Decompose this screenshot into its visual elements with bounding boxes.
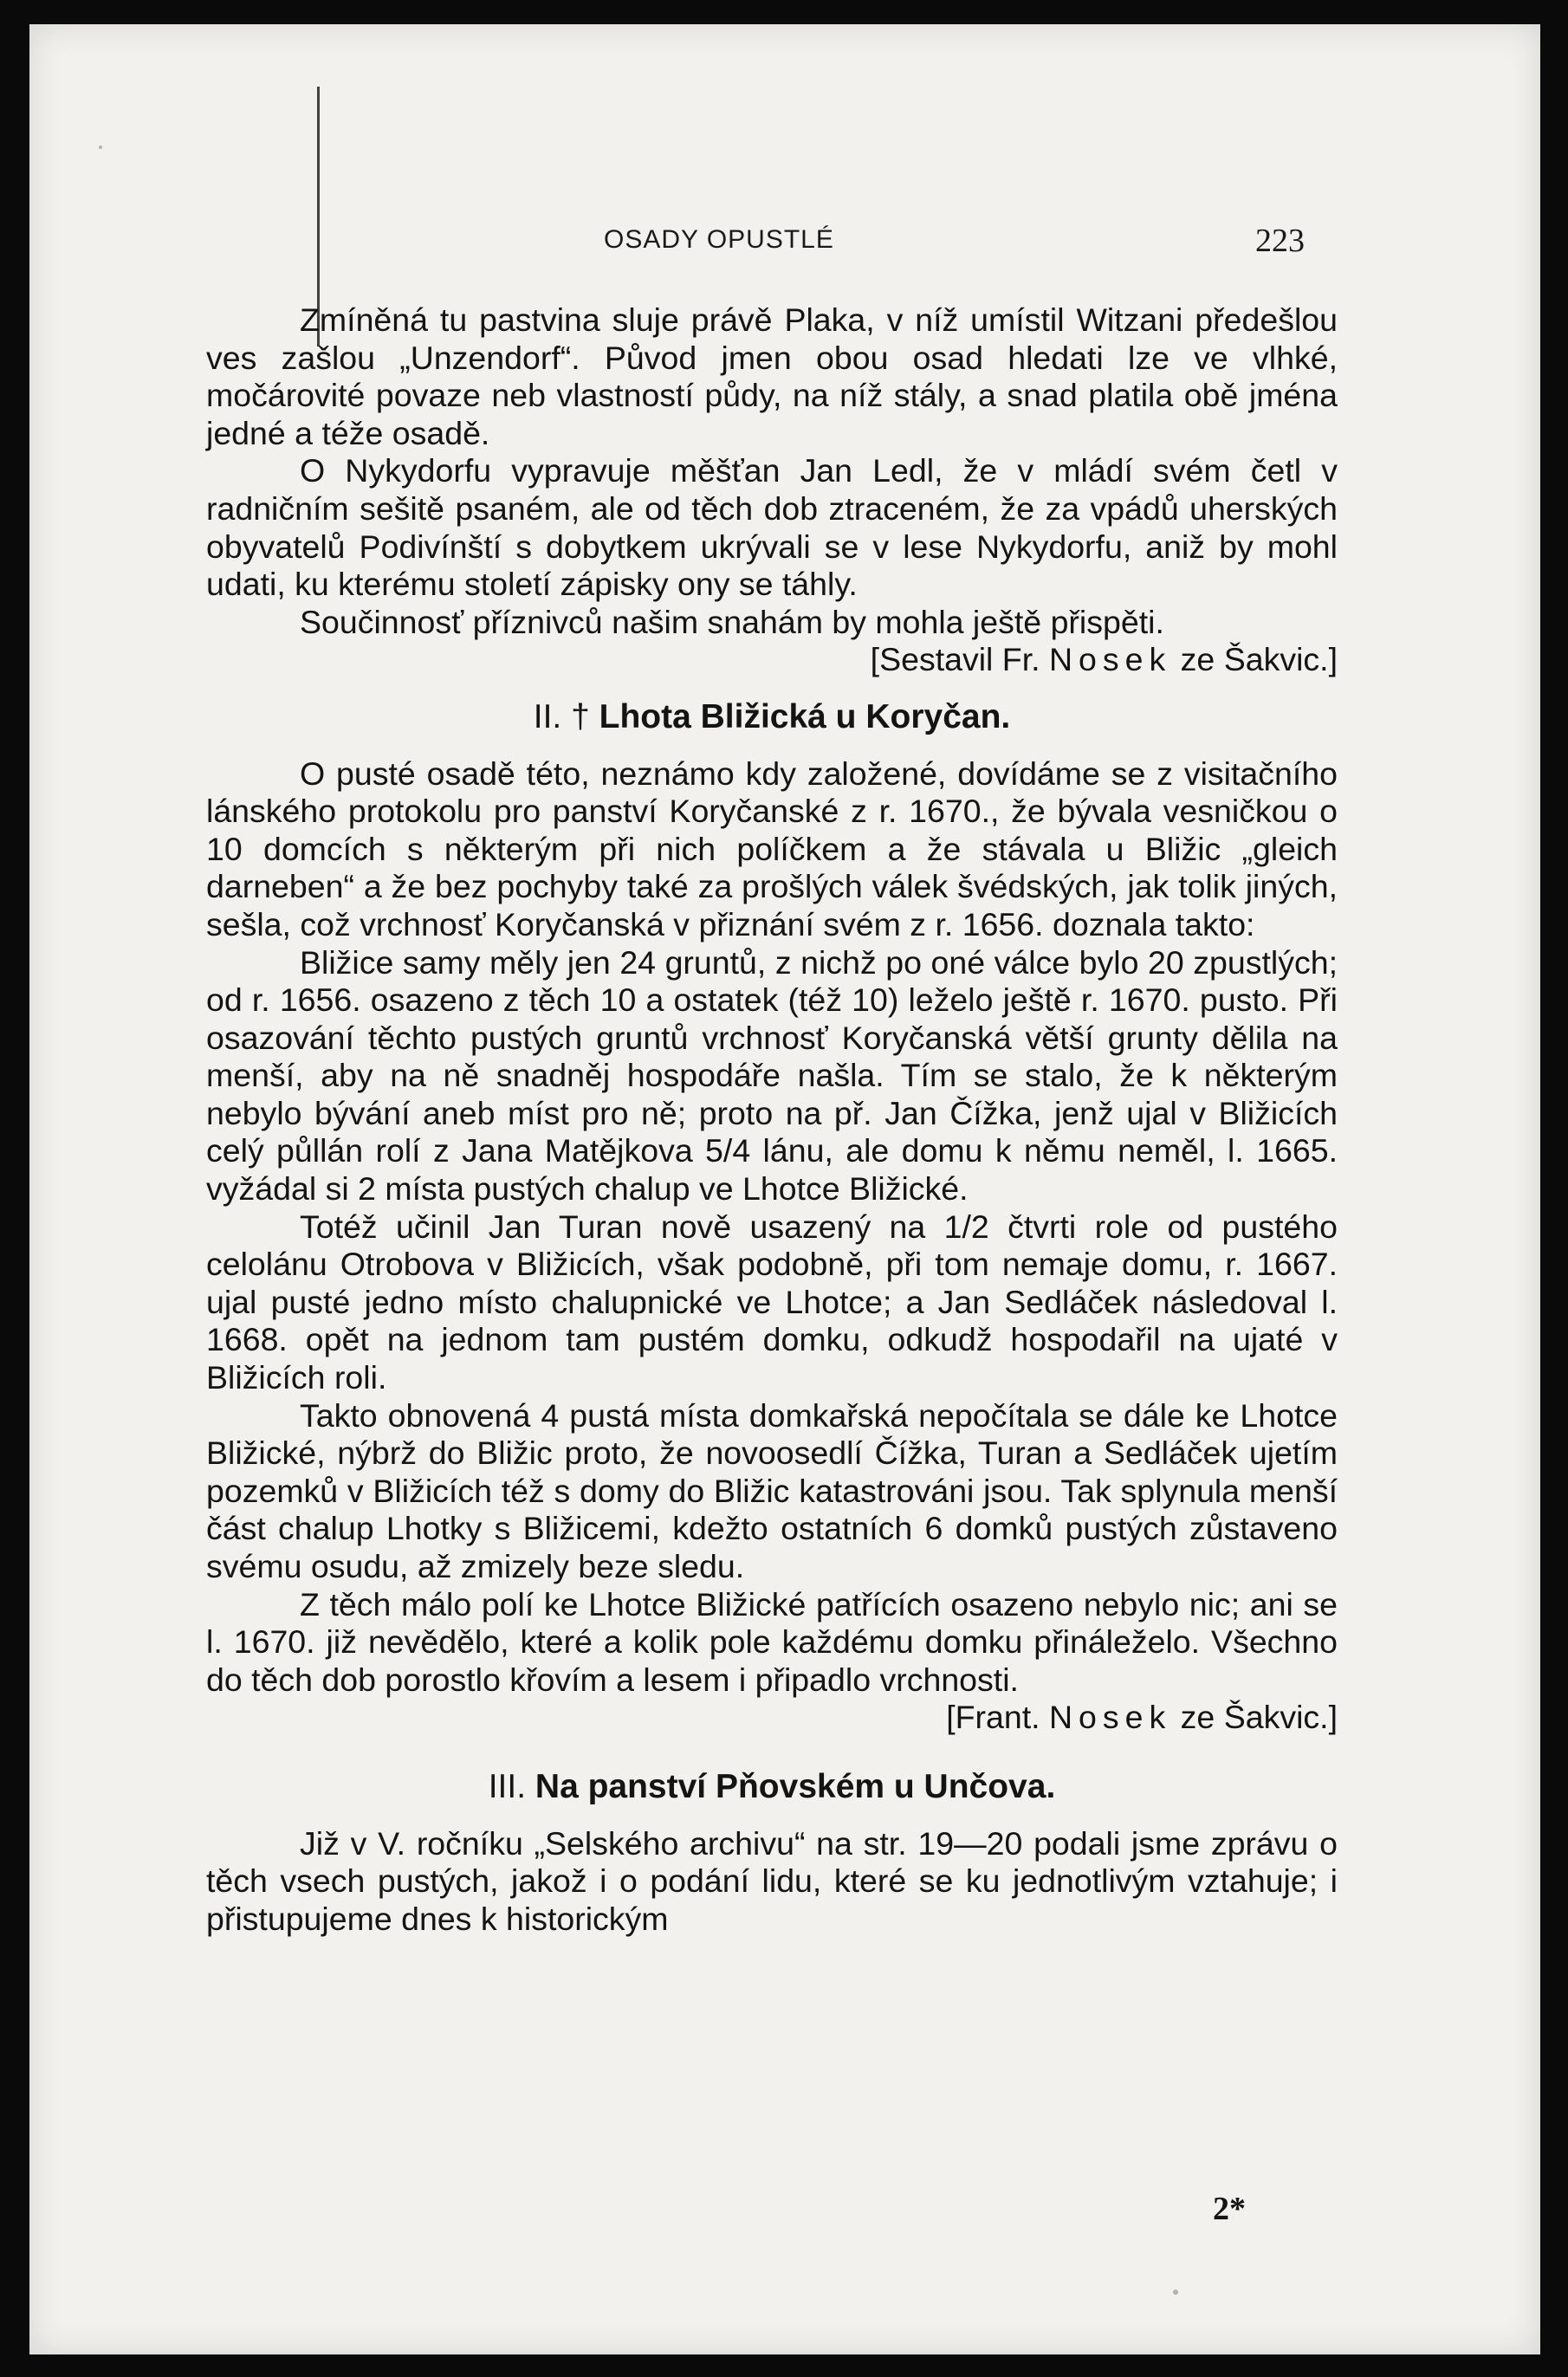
paragraph: Takto obnovená 4 pustá místa domkařská nepočítala se dále ke Lhotce Bližické, nýbrž do Bližic proto, že novoosedlí Čížka, Turan a Sedláček ujetím pozemků v Bližicích též s domy do Bližic katastrováni jsou. Tak splynula menší část chalup Lhotky s Bližicemi, kdežto ostatních 6 domků pustých zůstaveno svému osudu, až zmizely beze sledu.: [206, 1396, 1338, 1584]
paragraph: Zmíněná tu pastvina sluje právě Plaka, v níž umístil Witzani předešlou ves zašlou „Unzendorf“. Původ jmen obou osad hledati lze ve vlhké, močárovité povaze neb vlastností půdy, na níž stály, a snad platila obě jména jedné a téže osadě.: [206, 301, 1338, 451]
paper-speck: [1173, 2290, 1178, 2295]
signature-prefix: [Frant.: [946, 1699, 1049, 1736]
paragraph: O pusté osadě této, neznámo kdy založené, dovídáme se z visitačního lánského protokolu pro panství Koryčanské z r. 1670., že bývala vesničkou o 10 domcích s některým při nich políčkem a že stávala u Bližic „gleich darneben“ a že bez pochyby také za prošlých válek švédských, jak tolik jiných, sešla, což vrchnosť Koryčanská v přiznání svém z r. 1656. doznala takto:: [206, 755, 1338, 942]
signature-name: Nosek: [1048, 641, 1172, 678]
page-header: [29, 217, 1540, 269]
section-number: III.: [488, 1767, 535, 1805]
page-number: 223: [1255, 223, 1305, 259]
paragraph: Bližice samy měly jen 24 gruntů, z nichž po oné válce bylo 20 zpustlých; od r. 1656. osazeno z těch 10 a ostatek (též 10) leželo ještě r. 1670. pusto. Při osazování těchto pustých gruntů vrchnosť Koryčanská větší grunty dělila na menší, aby na ně snadněj hospodáře našla. Tím se stalo, že k některým nebylo bývání aneb míst pro ně; proto na př. Jan Čížka, jenž ujal v Bližicích celý půllán rolí z Jana Matějkova 5/4 lánu, ale domu k němu neměl, l. 1665. vyžádal si 2 místa pustých chalup ve Lhotce Bližické.: [206, 943, 1338, 1208]
signature: [206, 641, 1338, 679]
paragraph: O Nykydorfu vypravuje měšťan Jan Ledl, že v mládí svém četl v radničním sešitě psaném, ale od těch dob ztraceném, že za vpádů uherských obyvatelů Podivínští s dobytkem ukrývali se v lese Nykydorfu, aniž by mohl udati, ku kterému století zápisky ony se táhly.: [206, 452, 1338, 603]
paragraph: Z těch málo polí ke Lhotce Bližické patřících osazeno nebylo nic; ani se l. 1670. již nevědělo, které a kolik pole každému domku přináleželo. Všechno do těch dob porostlo křovím a lesem i připadlo vrchnosti.: [206, 1585, 1338, 1698]
paragraph: Již v V. ročníku „Selského archivu“ na str. 19—20 podali jsme zprávu o těch vsech pustých, jakož i o podání lidu, které se ku jednotlivým vztahuje; i přistupujeme dnes k historickým: [206, 1824, 1338, 1937]
signature-prefix: [Sestavil Fr.: [870, 641, 1049, 678]
section-heading: [206, 1768, 1338, 1806]
sheet-mark: 2*: [1213, 2191, 1246, 2227]
signature-name: Nosek: [1048, 1699, 1172, 1736]
running-title: OSADY OPUSTLÉ: [604, 225, 834, 254]
book-page: [29, 24, 1540, 2354]
section-number: II. †: [533, 697, 599, 735]
paragraph: Totéž učinil Jan Turan nově usazený na 1/2 čtvrti role od pustého celolánu Otrobova v Bližicích, však podobně, při tom nemaje domu, r. 1667. ujal pusté jedno místo chalupnické ve Lhotce; a Jan Sedláček následoval l. 1668. opět na jednom tam pustém domku, odkudž hospodařil na ujaté v Bližicích roli.: [206, 1208, 1338, 1396]
section-heading: [206, 698, 1338, 736]
section-title: Na panství Pňovském u Unčova.: [535, 1767, 1056, 1805]
signature-suffix: ze Šakvic.]: [1171, 641, 1338, 678]
signature-suffix: ze Šakvic.]: [1171, 1699, 1338, 1736]
body-text: [206, 301, 1338, 1938]
paragraph: Součinnosť příznivců našim snahám by mohla ještě přispěti.: [300, 603, 1164, 640]
signature: [206, 1699, 1338, 1737]
section-title: Lhota Bližická u Koryčan.: [599, 697, 1011, 735]
paper-speck: [99, 146, 102, 149]
